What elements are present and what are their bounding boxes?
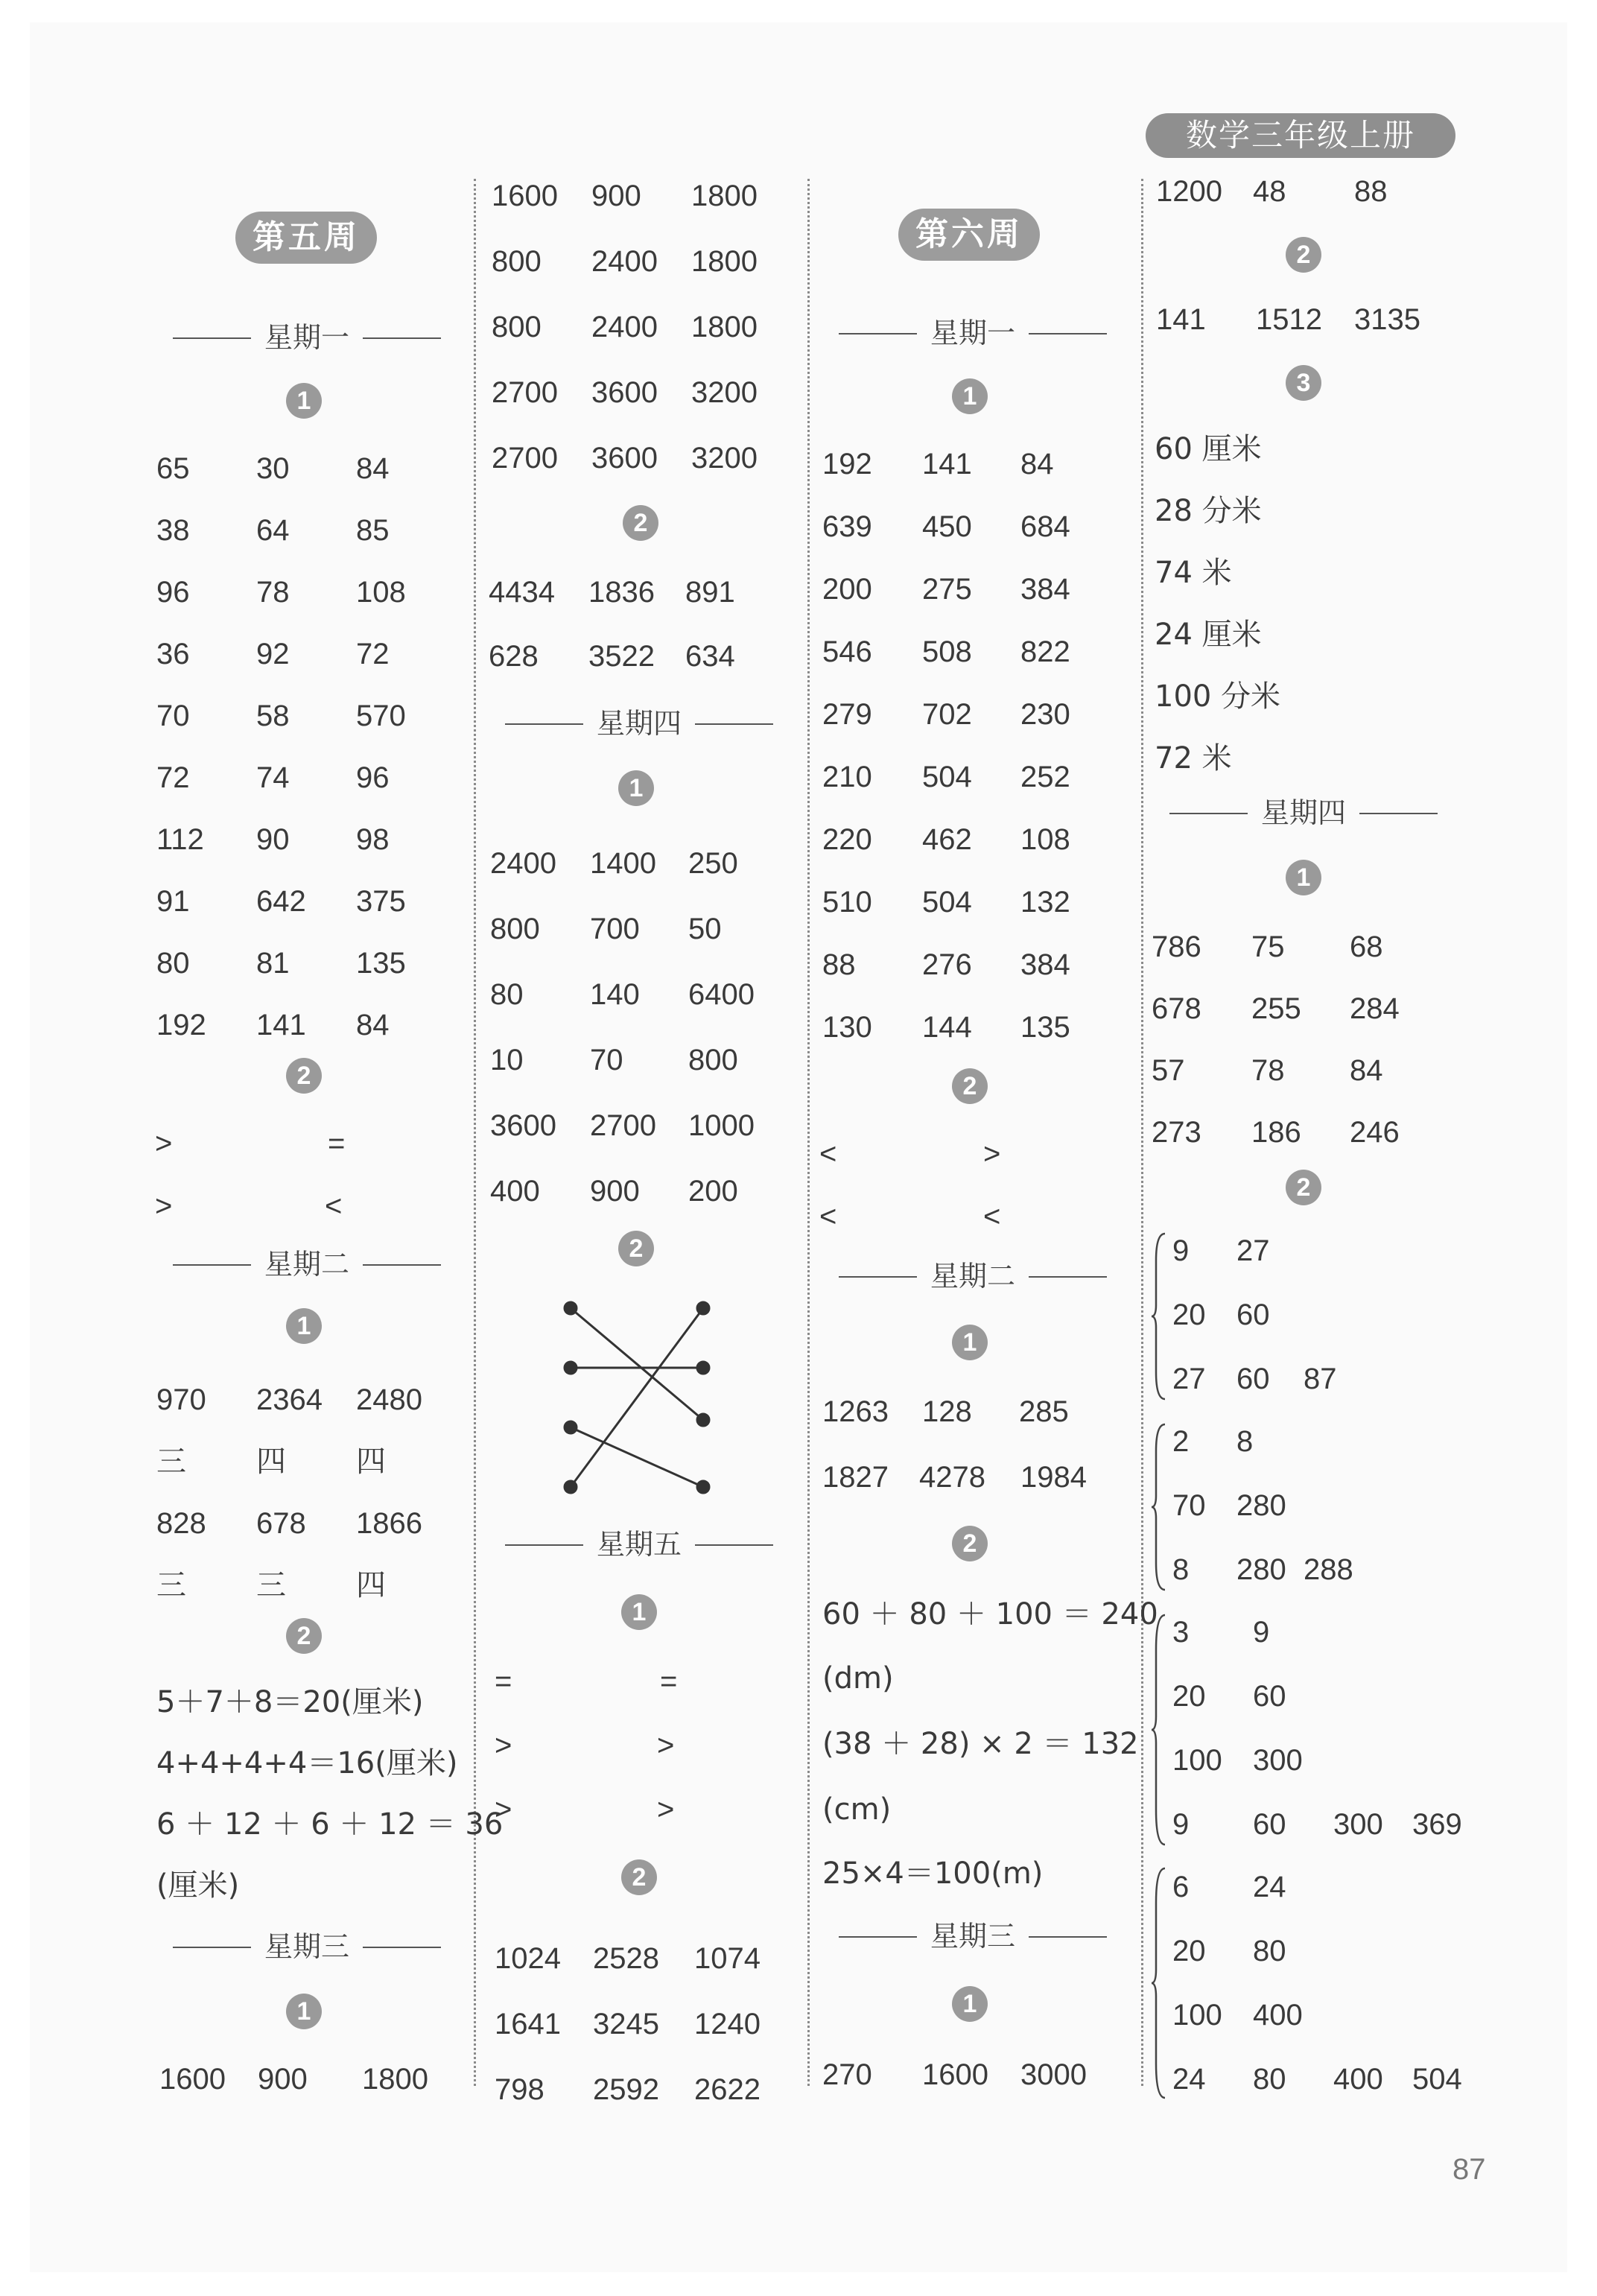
answer-line: 24 厘米: [1155, 618, 1262, 652]
answer-value: 1800: [691, 311, 758, 343]
answer-value: 3600: [591, 376, 658, 409]
answer-value: 70: [1172, 1489, 1206, 1522]
answer-value: 141: [922, 448, 972, 481]
answer-value: 702: [922, 698, 972, 731]
match-dot: [697, 1362, 709, 1374]
answer-value: 275: [922, 573, 972, 606]
question-number: 3: [1286, 365, 1321, 401]
answer-value: 60: [1236, 1363, 1270, 1395]
column-divider: [474, 179, 476, 2086]
answer-value: 192: [822, 448, 872, 481]
answer-value: 504: [1412, 2063, 1462, 2096]
answer-value: 684: [1020, 510, 1070, 543]
answer-line: 5＋7＋8＝20(厘米): [156, 1685, 424, 1719]
answer-value: 92: [256, 638, 290, 670]
answer-value: 2592: [593, 2073, 659, 2106]
answer-value: 822: [1020, 635, 1070, 668]
question-number: 2: [621, 1859, 657, 1895]
day-heading-tuesday: 星期二: [831, 1258, 1114, 1295]
answer-value: 64: [256, 514, 290, 547]
question-number: 2: [618, 1231, 654, 1266]
answer-value: 100: [1172, 1744, 1222, 1777]
answer-line: (cm): [822, 1792, 892, 1827]
answer-value: 1800: [691, 180, 758, 212]
answer-value: 1240: [694, 2008, 761, 2040]
answer-value: 108: [356, 576, 406, 609]
day-heading-tuesday: 星期二: [165, 1246, 448, 1283]
answer-value: 508: [922, 635, 972, 668]
question-number: 2: [1286, 237, 1321, 273]
question-number: 2: [286, 1618, 322, 1654]
question-number: 1: [286, 383, 322, 419]
answer-value: 27: [1172, 1363, 1206, 1395]
answer-value: 2700: [492, 376, 558, 409]
answer-value: 220: [822, 823, 872, 856]
answer-value: 970: [156, 1383, 206, 1416]
answer-value: 78: [1251, 1054, 1285, 1087]
answer-value: 900: [591, 180, 641, 212]
answer-value: 20: [1172, 1935, 1206, 1967]
answer-value: 828: [156, 1507, 206, 1540]
answer-value: 90: [256, 823, 290, 856]
answer-value: 24: [1253, 1871, 1286, 1903]
week-six-badge: 第六周: [898, 209, 1040, 261]
answer-value: 140: [590, 978, 640, 1011]
answer-value: 800: [490, 913, 540, 945]
question-number: 1: [286, 1994, 322, 2029]
answer-value: 3600: [490, 1109, 556, 1142]
answer-value: 68: [1350, 930, 1383, 963]
answer-value: 384: [1020, 573, 1070, 606]
answer-value: 3200: [691, 376, 758, 409]
answer-line: (dm): [822, 1661, 894, 1696]
page-number: 87: [1452, 2153, 1486, 2186]
answer-line: 100 分米: [1155, 679, 1281, 714]
question-number: 2: [1286, 1170, 1321, 1205]
match-dot: [697, 1481, 709, 1493]
answer-value: 250: [688, 847, 738, 880]
answer-value: 255: [1251, 992, 1301, 1025]
day-heading-wednesday: 星期三: [165, 1928, 448, 1965]
answer-value: 三: [256, 1569, 286, 1602]
answer-value: 280: [1236, 1553, 1286, 1586]
answer-value: 75: [1251, 930, 1285, 963]
answer-value: 9: [1172, 1234, 1190, 1267]
answer-value: 四: [256, 1445, 286, 1478]
question-number: 1: [286, 1308, 322, 1344]
answer-value: 639: [822, 510, 872, 543]
answer-value: 384: [1020, 948, 1070, 981]
match-dot: [697, 1302, 709, 1314]
answer-value: 2480: [356, 1383, 422, 1416]
answer-value: 87: [1304, 1363, 1337, 1395]
answer-value: 2400: [490, 847, 556, 880]
answer-value: 900: [590, 1175, 640, 1208]
matching-line: [571, 1427, 703, 1487]
answer-value: 58: [256, 700, 290, 732]
answer-value: 20: [1172, 1298, 1206, 1331]
answer-value: 130: [822, 1011, 872, 1044]
answer-line: 74 米: [1155, 556, 1232, 590]
brace-icon: [1150, 1231, 1168, 1402]
answer-value: 2700: [590, 1109, 656, 1142]
answer-value: 60: [1253, 1680, 1286, 1713]
answer-value: 1024: [495, 1942, 561, 1975]
answer-value: 85: [356, 514, 390, 547]
answer-value: 98: [356, 823, 390, 856]
day-heading-monday: 星期一: [165, 319, 448, 356]
answer-line: 4+4+4+4＝16(厘米): [156, 1746, 458, 1780]
answer-line: 60 厘米: [1155, 432, 1262, 466]
answer-value: 504: [922, 886, 972, 919]
answer-value: 300: [1333, 1808, 1383, 1841]
answer-value: 84: [1350, 1054, 1383, 1087]
answer-line: 6 ＋ 12 ＋ 6 ＋ 12 ＝ 36: [156, 1807, 504, 1842]
answer-value: 50: [688, 913, 722, 945]
answer-value: 27: [1236, 1234, 1270, 1267]
answer-value: 210: [822, 761, 872, 793]
answer-value: 135: [356, 947, 406, 980]
answer-value: 570: [356, 700, 406, 732]
matching-lines-diagram: [551, 1296, 723, 1497]
answer-value: 四: [356, 1569, 386, 1602]
answer-value: 678: [1152, 992, 1201, 1025]
answer-value: 141: [256, 1009, 306, 1041]
answer-value: 642: [256, 885, 306, 918]
answer-value: 798: [495, 2073, 544, 2106]
answer-value: 2400: [591, 245, 658, 278]
answer-value: 6: [1172, 1871, 1190, 1903]
question-number: 1: [621, 1594, 657, 1630]
question-number: 1: [1286, 860, 1321, 895]
book-title-badge: 数学三年级上册: [1146, 113, 1455, 158]
answer-value: 70: [590, 1044, 623, 1076]
answer-value: 100: [1172, 1999, 1222, 2032]
answer-value: 678: [256, 1507, 306, 1540]
answer-value: 36: [156, 638, 190, 670]
answer-value: 72: [156, 761, 190, 794]
answer-value: 276: [922, 948, 972, 981]
answer-value: 2: [1172, 1425, 1190, 1458]
answer-value: 9: [1172, 1808, 1190, 1841]
answer-value: 80: [1253, 2063, 1286, 2096]
answer-value: 2400: [591, 311, 658, 343]
answer-value: 3600: [591, 442, 658, 475]
answer-value: 132: [1020, 886, 1070, 919]
week-five-badge: 第五周: [235, 212, 377, 264]
answer-value: 400: [490, 1175, 540, 1208]
answer-value: 8: [1236, 1425, 1254, 1458]
matching-line: [571, 1308, 703, 1420]
answer-value: 65: [156, 452, 190, 485]
answer-value: 三: [156, 1569, 186, 1602]
answer-value: 84: [356, 452, 390, 485]
answer-value: 2528: [593, 1942, 659, 1975]
answer-value: 80: [1253, 1935, 1286, 1967]
answer-value: 1600: [492, 180, 558, 212]
answer-value: 10: [490, 1044, 524, 1076]
answer-value: 3200: [691, 442, 758, 475]
answer-line: (38 ＋ 28) × 2 ＝ 132: [822, 1727, 1139, 1761]
answer-value: 3: [1172, 1616, 1190, 1649]
answer-value: 1400: [590, 847, 656, 880]
answer-value: 91: [156, 885, 190, 918]
match-dot: [565, 1481, 577, 1493]
question-number: 1: [618, 770, 654, 806]
matching-line: [571, 1308, 703, 1487]
question-number: 2: [952, 1526, 988, 1561]
answer-value: 192: [156, 1009, 206, 1041]
brace-icon: [1150, 1421, 1168, 1593]
answer-value: 504: [922, 761, 972, 793]
answer-value: 60: [1236, 1298, 1270, 1331]
answer-value: 81: [256, 947, 290, 980]
day-heading-wednesday: 星期三: [831, 1918, 1114, 1955]
answer-value: 2622: [694, 2073, 761, 2106]
answer-value: 230: [1020, 698, 1070, 731]
answer-value: 252: [1020, 761, 1070, 793]
brace-icon: [1150, 1612, 1168, 1848]
answer-value: 1866: [356, 1507, 422, 1540]
answer-value: 144: [922, 1011, 972, 1044]
answer-value: 三: [156, 1445, 186, 1478]
answer-value: 6400: [688, 978, 755, 1011]
answer-value: 800: [492, 245, 542, 278]
question-number: 1: [952, 378, 988, 414]
day-heading-monday: 星期一: [831, 314, 1114, 352]
answer-value: 8: [1172, 1553, 1190, 1586]
answer-value: 70: [156, 700, 190, 732]
answer-value: 400: [1253, 1999, 1303, 2032]
answer-value: 24: [1172, 2063, 1206, 2096]
answer-value: 108: [1020, 823, 1070, 856]
answer-value: 400: [1333, 2063, 1383, 2096]
answer-value: 96: [156, 576, 190, 609]
answer-value: 20: [1172, 1680, 1206, 1713]
day-heading-friday: 星期五: [498, 1526, 781, 1563]
answer-value: 200: [822, 573, 872, 606]
match-dot: [565, 1421, 577, 1433]
answer-value: 273: [1152, 1116, 1201, 1149]
answer-value: 786: [1152, 930, 1201, 963]
answer-line: 25×4＝100(m): [822, 1856, 1044, 1891]
answer-line: 28 分米: [1155, 494, 1262, 528]
answer-value: 546: [822, 635, 872, 668]
question-number: 1: [952, 1325, 988, 1360]
answer-value: 246: [1350, 1116, 1400, 1149]
answer-value: 9: [1253, 1616, 1270, 1649]
answer-value: 96: [356, 761, 390, 794]
answer-value: 1074: [694, 1942, 761, 1975]
answer-value: 57: [1152, 1054, 1185, 1087]
answer-value: 369: [1412, 1808, 1462, 1841]
answer-value: 1641: [495, 2008, 561, 2040]
day-heading-thursday: 星期四: [498, 705, 781, 742]
answer-value: 74: [256, 761, 290, 794]
answer-value: 84: [356, 1009, 390, 1041]
answer-value: 700: [590, 913, 640, 945]
answer-value: 88: [822, 948, 856, 981]
answer-value: 78: [256, 576, 290, 609]
answer-value: 3245: [593, 2008, 659, 2040]
answer-value: 280: [1236, 1489, 1286, 1522]
answer-value: 60: [1253, 1808, 1286, 1841]
answer-value: 800: [492, 311, 542, 343]
answer-value: 1000: [688, 1109, 755, 1142]
answer-value: 510: [822, 886, 872, 919]
answer-value: 450: [922, 510, 972, 543]
answer-value: 462: [922, 823, 972, 856]
answer-value: 80: [156, 947, 190, 980]
answer-value: 2364: [256, 1383, 323, 1416]
answer-value: 200: [688, 1175, 738, 1208]
match-dot: [697, 1414, 709, 1426]
match-dot: [565, 1362, 577, 1374]
answer-value: 186: [1251, 1116, 1301, 1149]
question-number: 2: [286, 1058, 322, 1094]
answer-value: 80: [490, 978, 524, 1011]
answer-value: 112: [156, 823, 204, 856]
column-divider: [1141, 179, 1143, 2086]
answer-value: 2700: [492, 442, 558, 475]
question-number: 2: [623, 505, 658, 541]
question-number: 2: [952, 1068, 988, 1104]
brace-icon: [1150, 1865, 1168, 2101]
answer-value: 84: [1020, 448, 1054, 481]
answer-value: 279: [822, 698, 872, 731]
answer-line: (厘米): [156, 1868, 240, 1903]
answer-value: 375: [356, 885, 406, 918]
column-divider: [807, 179, 810, 2086]
answer-value: 284: [1350, 992, 1400, 1025]
answer-value: 72: [356, 638, 390, 670]
day-heading-thursday: 星期四: [1162, 794, 1445, 831]
answer-value: 288: [1304, 1553, 1353, 1586]
answer-line: 60 ＋ 80 ＋ 100 ＝ 240: [822, 1597, 1158, 1631]
question-number: 1: [952, 1986, 988, 2022]
answer-value: 135: [1020, 1011, 1070, 1044]
answer-value: 800: [688, 1044, 738, 1076]
match-dot: [565, 1302, 577, 1314]
answer-value: 四: [356, 1445, 386, 1478]
answer-value: 300: [1253, 1744, 1303, 1777]
answer-value: 30: [256, 452, 290, 485]
answer-value: 1800: [691, 245, 758, 278]
answer-value: 38: [156, 514, 190, 547]
answer-line: 72 米: [1155, 741, 1232, 776]
